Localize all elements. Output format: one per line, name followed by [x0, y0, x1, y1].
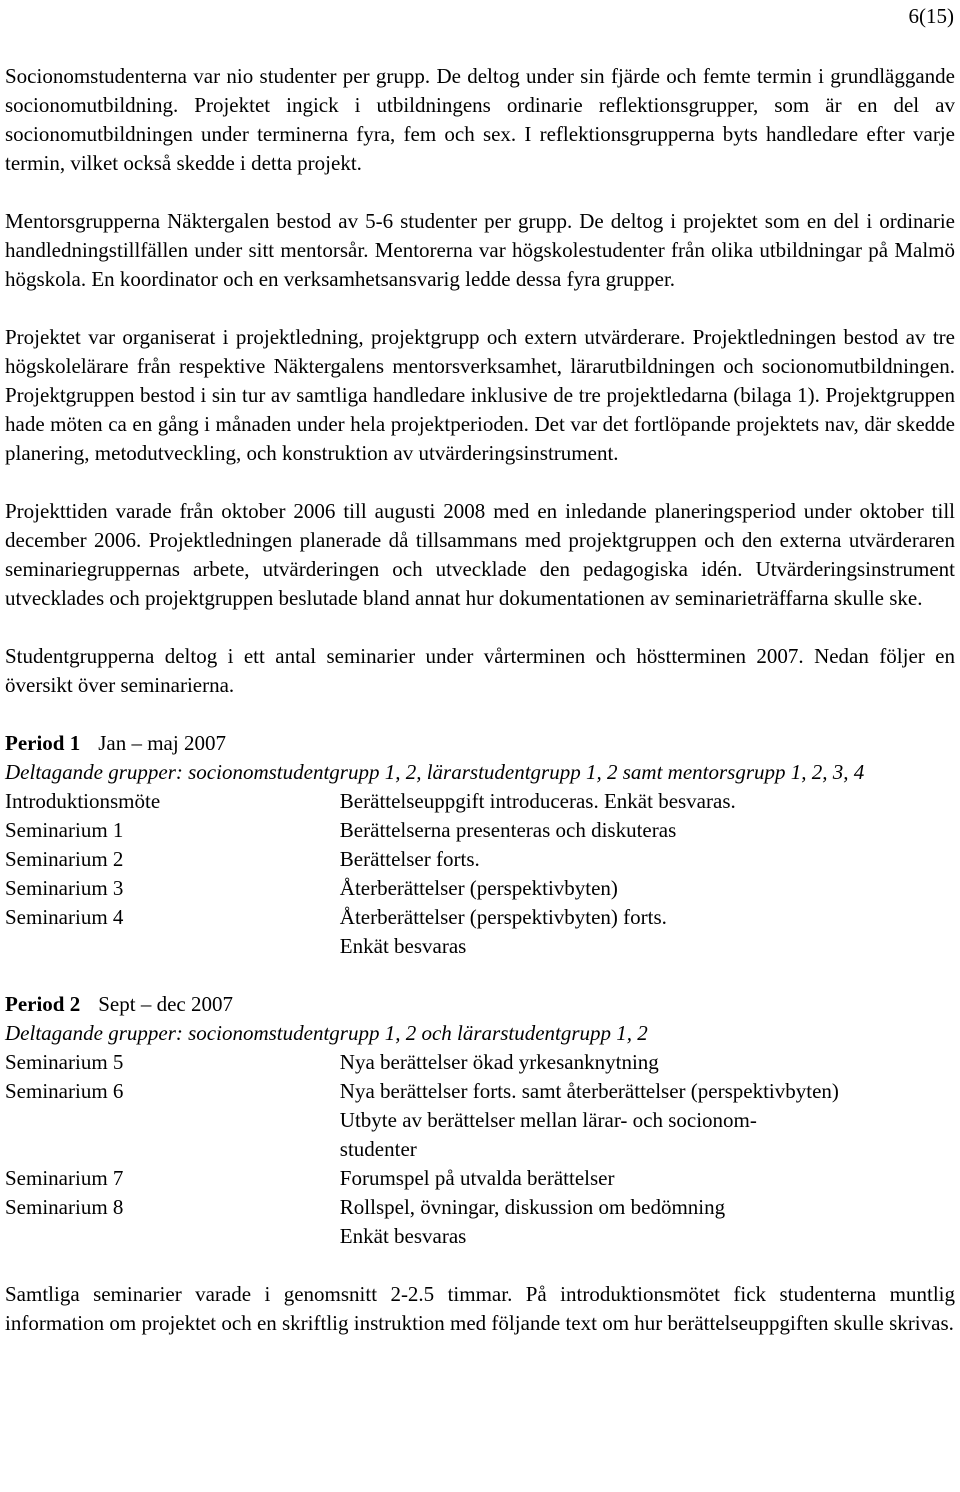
period-1-dates: Jan – maj 2007 — [98, 731, 226, 755]
period-2-participants: Deltagande grupper: socionomstudentgrupp 1, 2 och lärarstudentgrupp 1, 2 — [5, 1021, 648, 1045]
session-row — [5, 932, 955, 961]
paragraph-socionom-students: Socionomstudenterna var nio studenter per grupp. De deltog under sin fjärde och femte termin i grundläggande socionomutbildning. Projektet ingick i utbildningens ordinarie reflektionsgrupper, som är en del av socionomutbildningen under terminerna fyra, fem och sex. I reflektionsgrupperna byts handledare efter varje termin, vilket också skedde i detta projekt. — [5, 64, 955, 175]
paragraph-project-timeline: Projekttiden varade från oktober 2006 till augusti 2008 med en inledande planeringsperiod under oktober till december 2006. Projektledningen planerade då tillsammans med projektgruppen och den externa utvärderaren seminariegruppernas arbete, utvärderingen och utvecklade den pedagogiska idén. Utvärderingsinstrument utvecklades och projektgruppen beslutade bland annat hur dokumentationen av seminarieträffarna skulle ske. — [5, 499, 955, 610]
page-number: 6(15) — [908, 4, 954, 28]
period-1-label: Period 1 — [5, 731, 81, 755]
session-description: Berättelseuppgift introduceras. Enkät besvaras. — [339, 789, 736, 813]
session-name: Seminarium 8 — [5, 1195, 124, 1219]
session-description: studenter — [339, 1137, 417, 1161]
session-name: Seminarium 3 — [5, 876, 124, 900]
period-2-session-table — [5, 1048, 955, 1251]
session-name: Seminarium 1 — [5, 818, 124, 842]
session-name — [5, 1106, 340, 1135]
period-1-session-table — [5, 787, 955, 961]
session-row — [5, 816, 955, 845]
session-row — [5, 1164, 955, 1193]
paragraph-mentor-groups: Mentorsgrupperna Näktergalen bestod av 5-6 studenter per grupp. De deltog i projektet som en del i ordinarie handledningstillfällen under sitt mentorsår. Mentorerna var högskolestudenter från olika utbildningar på Malmö högskola. En koordinator och en verksamhetsansvarig ledde dessa fyra grupper. — [5, 209, 955, 291]
paragraph-project-organisation: Projektet var organiserat i projektledning, projektgrupp och extern utvärderare. Projektledningen bestod av tre högskolelärare från respektive Näktergalens mentorsverksamhet, lärarutbildningen och socionomutbildningen. Projektgruppen bestod i sin tur av samtliga handledare inklusive de tre projektledarna (bilaga 1). Projektgruppen hade möten ca en gång i månaden under hela projektperioden. Det var det fortlöpande projektets nav, där skedde planering, metodutveckling, och konstruktion av utvärderingsinstrument. — [5, 325, 955, 465]
session-row — [5, 1135, 955, 1164]
session-description: Enkät besvaras — [339, 1224, 467, 1248]
session-row — [5, 903, 955, 932]
session-name: Seminarium 7 — [5, 1166, 124, 1190]
session-row — [5, 1193, 955, 1222]
session-row — [5, 787, 955, 816]
session-name — [5, 1222, 340, 1251]
session-name: Seminarium 4 — [5, 905, 124, 929]
session-name: Introduktionsmöte — [5, 789, 161, 813]
session-description: Nya berättelser ökad yrkesanknytning — [339, 1050, 659, 1074]
session-description: Berättelserna presenteras och diskuteras — [339, 818, 677, 842]
session-row — [5, 1048, 955, 1077]
session-name — [5, 932, 340, 961]
session-description: Berättelser forts. — [339, 847, 480, 871]
period-1-participants: Deltagande grupper: socionomstudentgrupp 1, 2, lärarstudentgrupp 1, 2 samt mentorsgrupp 1, 2, 3, 4 — [5, 760, 865, 784]
period-2-heading — [5, 990, 955, 1019]
session-row — [5, 845, 955, 874]
period-1-section — [5, 729, 955, 961]
session-description: Återberättelser (perspektivbyten) — [339, 876, 618, 900]
paragraph-seminar-duration: Samtliga seminarier varade i genomsnitt 2-2.5 timmar. På introduktionsmötet fick studenterna muntlig information om projektet och en skriftlig instruktion med följande text om hur berättelseuppgiften skulle skrivas. — [5, 1282, 955, 1335]
period-2-dates: Sept – dec 2007 — [98, 992, 233, 1016]
document-body — [5, 62, 955, 1338]
period-1-heading — [5, 729, 955, 758]
session-row — [5, 874, 955, 903]
session-description: Utbyte av berättelser mellan lärar- och socionom- — [339, 1108, 757, 1132]
session-row — [5, 1077, 955, 1106]
session-name: Seminarium 6 — [5, 1079, 124, 1103]
session-name — [5, 1135, 340, 1164]
session-description: Forumspel på utvalda berättelser — [339, 1166, 615, 1190]
session-description: Återberättelser (perspektivbyten) forts. — [339, 905, 667, 929]
session-description: Rollspel, övningar, diskussion om bedömning — [339, 1195, 726, 1219]
session-name: Seminarium 5 — [5, 1050, 124, 1074]
period-2-label: Period 2 — [5, 992, 81, 1016]
session-row — [5, 1106, 955, 1135]
period-2-section — [5, 990, 955, 1251]
session-row — [5, 1222, 955, 1251]
session-description: Nya berättelser forts. samt återberättelser (perspektivbyten) — [339, 1079, 839, 1103]
session-description: Enkät besvaras — [339, 934, 467, 958]
session-name: Seminarium 2 — [5, 847, 124, 871]
paragraph-seminar-overview: Studentgrupperna deltog i ett antal seminarier under vårterminen och höstterminen 2007. Nedan följer en översikt över seminarierna. — [5, 644, 955, 697]
